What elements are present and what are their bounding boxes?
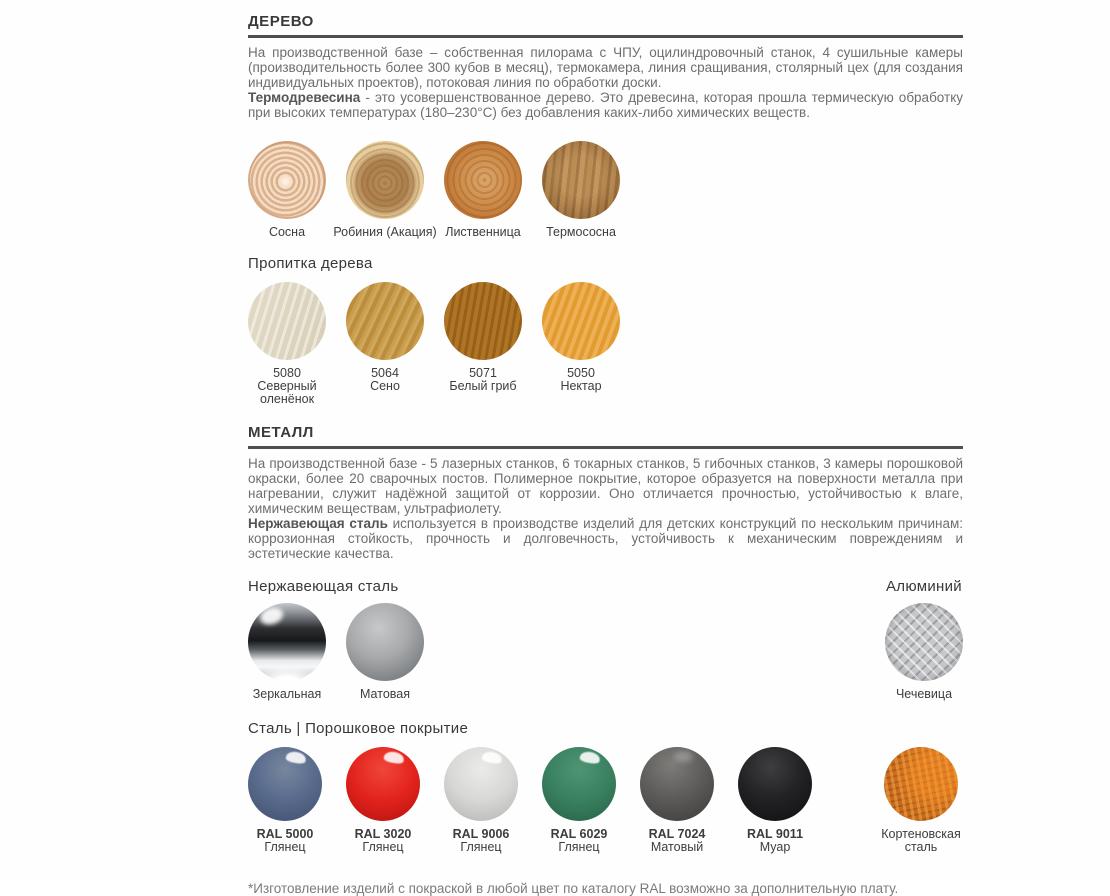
- wood-section-title: ДЕРЕВО: [248, 13, 314, 30]
- powder-swatch-ral7024: [640, 747, 714, 854]
- robinia-label: Робиния (Акация): [333, 225, 437, 239]
- stainless-group: [248, 578, 424, 701]
- ral5000-finish: Глянец: [264, 840, 306, 854]
- stainless-row: [248, 603, 424, 701]
- powder-swatch-ral9006: [444, 747, 518, 854]
- impregnation-5050-code: 5050: [567, 366, 595, 380]
- matte-steel-label: Матовая: [360, 687, 410, 701]
- ral-footnote: *Изготовление изделий с покраской в любой цвет по каталогу RAL возможно за дополнительную плату.: [248, 881, 899, 896]
- aluminum-title: Алюминий: [886, 578, 962, 595]
- impregnation-swatch-5080: [248, 282, 326, 406]
- impregnation-5050-label: [525, 367, 637, 393]
- wood-paragraph-2: [248, 90, 963, 120]
- impregnation-5080-name: Северный оленёнок: [257, 379, 317, 406]
- wood-paragraph-2-text: - это усовершенствованное дерево. Это древесина, которая прошла термическую обработку при высоких температурах (180–230°С) без добавления каких-либо химических веществ.: [248, 90, 963, 120]
- ral3020-swatch-image: [346, 747, 420, 821]
- ral5000-swatch-image: [248, 747, 322, 821]
- impregnation-swatch-5071: [444, 282, 522, 393]
- impregnation-5064-code: 5064: [371, 366, 399, 380]
- powder-swatch-ral9011: [738, 747, 812, 854]
- metal-paragraph-2: [248, 516, 963, 561]
- wood-swatch-larch: [444, 141, 522, 239]
- wood-paragraph-1: [248, 45, 963, 90]
- ral6029-swatch-image: [542, 747, 616, 821]
- stainless-swatch-matte: [346, 603, 424, 701]
- metal-section-divider: [248, 446, 963, 449]
- metal-section-title: МЕТАЛЛ: [248, 424, 314, 441]
- metal-paragraph-2-lead: Нержавеющая сталь: [248, 516, 388, 531]
- impregnation-5071-swatch-image: [444, 282, 522, 360]
- powder-swatch-ral5000: [248, 747, 322, 854]
- wood-paragraph-2-lead: Термодревесина: [248, 90, 361, 105]
- wood-paragraph-1-text: На производственной базе – собственная пилорама с ЧПУ, оцилиндровочный станок, 4 сушильные камеры (производительность более 300 кубов в месяц), термокамера, линия сращивания, столярный цех (для создания индивидуальных проектов), потоковая линия по обработки доски.: [248, 45, 963, 90]
- stainless-aluminum-row: [248, 578, 963, 701]
- wood-swatch-robinia: [333, 141, 437, 239]
- matte-steel-swatch-image: [346, 603, 424, 681]
- ral9011-label: [719, 828, 831, 854]
- impregnation-row: [248, 282, 963, 406]
- ral7024-swatch-image: [640, 747, 714, 821]
- checker-plate-swatch-image: [885, 603, 963, 681]
- wood-swatch-pine: [248, 141, 326, 239]
- robinia-wood-swatch-image: [346, 141, 424, 219]
- impregnation-5064-name: Сено: [370, 379, 400, 393]
- powder-coating-title: Сталь | Порошковое покрытие: [248, 720, 469, 737]
- wood-swatch-thermopine: [542, 141, 620, 239]
- thermopine-label: Термососна: [546, 225, 616, 239]
- impregnation-5050-swatch-image: [542, 282, 620, 360]
- content-column: [248, 0, 963, 896]
- ral9011-code: RAL 9011: [746, 827, 804, 841]
- ral3020-finish: Глянец: [362, 840, 404, 854]
- checker-plate-label: Чечевица: [895, 687, 953, 701]
- metal-paragraph-1: [248, 456, 963, 516]
- ral9006-code: RAL 9006: [452, 827, 510, 841]
- stainless-swatch-mirror: [248, 603, 326, 701]
- stainless-title: Нержавеющая сталь: [248, 578, 399, 595]
- pine-wood-swatch-image: [248, 141, 326, 219]
- impregnation-swatch-5064: [346, 282, 424, 393]
- metal-paragraph-2-text: используется в производстве изделий для детских конструкций по нескольким причинам: коррозионная стойкость, прочность и долговечность, устойчивость к механическим повреждениям и эстетические качества.: [248, 516, 963, 561]
- aluminum-swatch-checker: [885, 603, 963, 701]
- pine-label: Сосна: [268, 225, 306, 239]
- larch-label: Лиственница: [445, 225, 521, 239]
- impregnation-5064-swatch-image: [346, 282, 424, 360]
- impregnation-5071-code: 5071: [469, 366, 497, 380]
- impregnation-5080-label: [231, 367, 343, 406]
- impregnation-swatch-5050: [542, 282, 620, 393]
- ral9006-label: [425, 828, 537, 854]
- thermopine-wood-swatch-image: [542, 141, 620, 219]
- aluminum-group: [885, 578, 963, 701]
- corten-steel-swatch: [881, 747, 961, 854]
- ral3020-code: RAL 3020: [354, 827, 412, 841]
- ral6029-finish: Глянец: [558, 840, 600, 854]
- impregnation-5071-label: [427, 367, 539, 393]
- ral9006-swatch-image: [444, 747, 518, 821]
- impregnation-5080-code: 5080: [273, 366, 301, 380]
- impregnation-5050-name: Нектар: [560, 379, 602, 393]
- ral7024-label: [621, 828, 733, 854]
- wood-species-row: [248, 141, 963, 239]
- metal-description: [248, 456, 963, 561]
- impregnation-5064-label: [329, 367, 441, 393]
- wood-description: [248, 45, 963, 120]
- metal-section: [248, 424, 963, 854]
- ral5000-code: RAL 5000: [256, 827, 314, 841]
- larch-wood-swatch-image: [444, 141, 522, 219]
- powder-swatch-ral6029: [542, 747, 616, 854]
- impregnation-5080-swatch-image: [248, 282, 326, 360]
- powder-swatch-ral3020: [346, 747, 420, 854]
- mirror-steel-swatch-image: [248, 603, 326, 681]
- ral3020-label: [327, 828, 439, 854]
- ral9006-finish: Глянец: [460, 840, 502, 854]
- ral7024-finish: Матовый: [650, 840, 704, 854]
- ral6029-code: RAL 6029: [550, 827, 608, 841]
- impregnation-title: Пропитка дерева: [248, 255, 373, 272]
- ral5000-label: [229, 828, 341, 854]
- wood-section-divider: [248, 35, 963, 38]
- corten-steel-swatch-image: [884, 747, 958, 821]
- ral9011-finish: Муар: [759, 840, 791, 854]
- mirror-steel-label: Зеркальная: [252, 687, 322, 701]
- wood-section: [248, 13, 963, 406]
- corten-steel-label: Кортеновская сталь: [881, 827, 961, 854]
- impregnation-5071-name: Белый гриб: [449, 379, 517, 393]
- metal-paragraph-1-text: На производственной базе - 5 лазерных станков, 6 токарных станков, 5 гибочных станков, 3 камеры порошковой окраски, более 20 сварочных постов. Полимерное покрытие, которое образуется на поверхности металла при нагревании, служит надёжной защитой от коррозии. Оно отличается прочностью, устойчивостью к влаге, химическим веществам, ультрафиолету.: [248, 456, 963, 516]
- ral7024-code: RAL 7024: [648, 827, 706, 841]
- ral9011-swatch-image: [738, 747, 812, 821]
- ral6029-label: [523, 828, 635, 854]
- powder-coating-row: [248, 747, 963, 854]
